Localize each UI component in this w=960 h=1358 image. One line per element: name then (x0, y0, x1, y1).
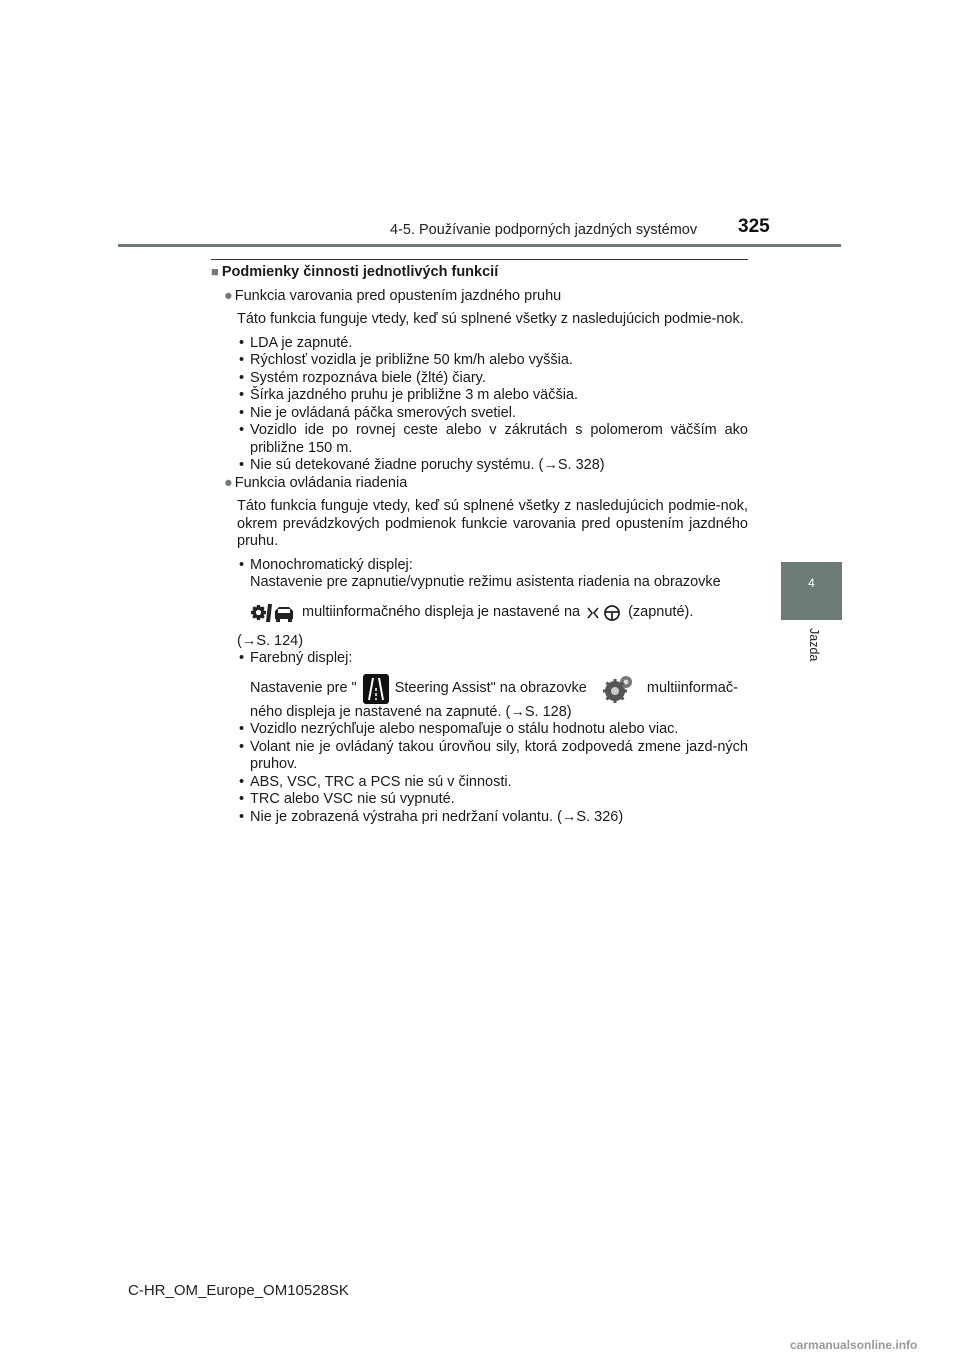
list-item-color: • Farebný displej: Nastavenie pre " Steering Assist" na obrazovke multiinformač- ného displeja je nastavené na zapnuté. (→S. 128) (237, 650, 748, 721)
chapter-tab-number: 4 (808, 576, 815, 590)
gear-settings-icon (601, 674, 635, 704)
list-item-mono: • Monochromatický displej: Nastavenie pre zapnutie/vypnutie režimu asistenta riadenia na obrazovke multiinformačného displeja je nastavené na (zapnuté). (→S. 124) (237, 557, 748, 651)
steer-title: ● Funkcia ovládania riadenia (224, 474, 408, 491)
circle-bullet-icon: ● (224, 474, 233, 491)
ldw-intro: Táto funkcia funguje vtedy, keď sú splnené všetky z nasledujúcich podmie-nok. (237, 311, 744, 327)
list-item: • LDA je zapnuté. (237, 335, 748, 353)
list-item: • Šírka jazdného pruhu je približne 3 m alebo väčšia. (237, 387, 748, 405)
section-heading: ■ Podmienky činnosti jednotlivých funkcií (211, 264, 499, 280)
footer-doc-id: C-HR_OM_Europe_OM10528SK (128, 1282, 349, 1299)
list-item: • Nie sú detekované žiadne poruchy systému. (→S. 328) (237, 457, 748, 475)
list-item: • Vozidlo ide po rovnej ceste alebo v zákrutách s polomerom väčším ako približne 150 m. (237, 422, 748, 457)
list-item: • ABS, VSC, TRC a PCS nie sú v činnosti. (237, 774, 748, 792)
steer-conditions (237, 557, 748, 827)
page-number: 325 (738, 216, 770, 237)
main-content (211, 263, 748, 826)
color-icon-line: Nastavenie pre " Steering Assist" na obrazovke multiinformač- (250, 674, 748, 704)
watermark: carmanualsonline.info (790, 1338, 918, 1352)
mono-icon-line: multiinformačného displeja je nastavené na (zapnuté). (250, 602, 748, 624)
list-item: • Nie je ovládaná páčka smerových svetiel. (237, 405, 748, 423)
ldw-title: ● Funkcia varovania pred opustením jazdného pruhu (224, 287, 562, 304)
settings-car-icon (250, 602, 296, 624)
list-item: • Volant nie je ovládaný takou úrovňou sily, ktorá zodpovedá zmene jazd-ných pruhov. (237, 739, 748, 774)
chapter-tab (781, 562, 842, 620)
header-rule (118, 244, 841, 247)
steering-on-icon (586, 604, 622, 622)
chapter-label: Jazda (807, 628, 821, 662)
steer-intro: Táto funkcia funguje vtedy, keď sú splnené všetky z nasledujúcich podmie-nok, okrem prevádzkových podmienok funkcie varovania pred opustením jazdného pruhu. (237, 498, 748, 549)
section-rule (211, 259, 748, 260)
header-title: 4-5. Používanie podporných jazdných systémov (390, 222, 698, 238)
square-bullet-icon: ■ (211, 264, 219, 279)
list-item: • TRC alebo VSC nie sú vypnuté. (237, 791, 748, 809)
list-item: • Nie je zobrazená výstraha pri nedržaní volantu. (→S. 326) (237, 809, 748, 827)
list-item: • Rýchlosť vozidla je približne 50 km/h alebo vyššia. (237, 352, 748, 370)
ldw-conditions (237, 335, 748, 475)
list-item: • Vozidlo nezrýchľuje alebo nespomaľuje o stálu hodnotu alebo viac. (237, 721, 748, 739)
list-item: • Systém rozpoznáva biele (žlté) čiary. (237, 370, 748, 388)
circle-bullet-icon: ● (224, 287, 233, 304)
lane-assist-icon (363, 674, 389, 704)
